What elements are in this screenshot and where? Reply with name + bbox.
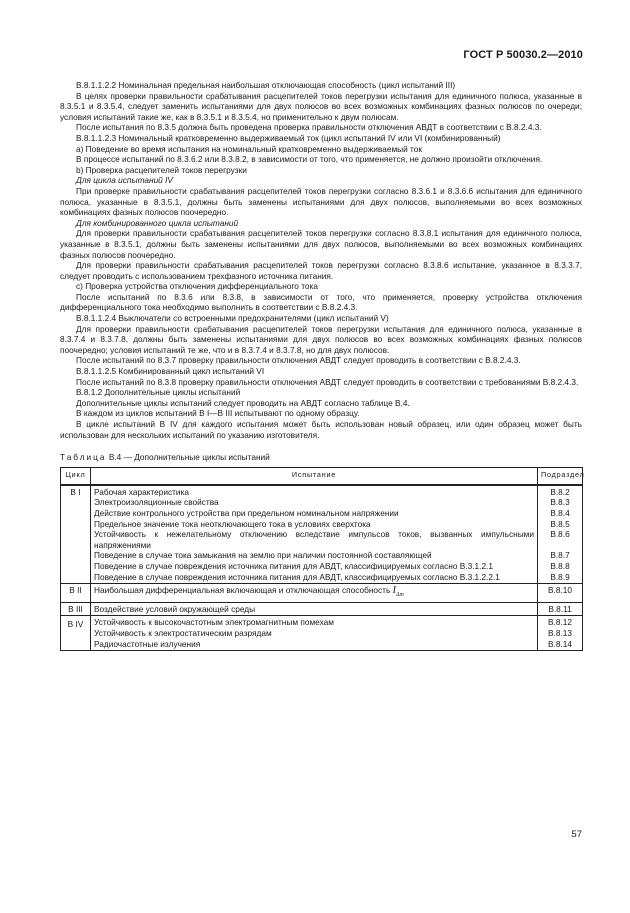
test-item-text: Электроизоляционные свойства xyxy=(94,497,219,508)
subclause-ref: В.8.7 xyxy=(550,550,570,561)
body-paragraph: В каждом из циклов испытаний В I—В III испытывают по одному образцу. xyxy=(76,408,360,419)
subclause-ref: В.8.5 xyxy=(550,518,570,529)
body-paragraph: В.8.1.1.2.2 Номинальная предельная наибольшая отключающая способность (цикл испытаний III) xyxy=(76,80,456,90)
test-item xyxy=(94,639,534,650)
body-paragraph: Для цикла испытаний IV xyxy=(76,175,173,186)
test-item xyxy=(94,497,534,508)
test-item-text: Поведение в случае тока замыкания на землю при наличии постоянной составляющей xyxy=(94,550,432,561)
body-paragraph: Для комбинированного цикла испытаний xyxy=(76,217,239,228)
body-paragraph: В целях проверки правильности срабатывания расцепителей токов перегрузки испытания для единичного полюса, указанные в 8.3.5.1 и 8.3.5.4, следует заменить испытаниями для двух полюсов во всех возможных комбинациях фазных полюсов по очереди; условия испытаний такие же, как в 8.3.5.1 и 8.3.5.4, но применительно к двум полюсам. xyxy=(60,90,582,122)
test-item xyxy=(94,561,534,572)
subclause-cell xyxy=(538,485,583,584)
subclause-ref: В.8.3 xyxy=(550,497,570,508)
test-item-text: Поведение в случае повреждения источника питания для АВДТ, классифицируемых согласно В.3.1.2.2.1 xyxy=(94,571,500,582)
body-paragraph: После испытания по 8.3.5 должна быть проведена проверка правильности отключения АВДТ в соответствии с В.8.2.4.3. xyxy=(76,122,542,133)
table-row xyxy=(61,602,583,616)
subclause-ref: В.8.4 xyxy=(550,507,570,518)
table-row xyxy=(61,584,583,603)
current-symbol-letter: I xyxy=(392,585,396,597)
test-item-text: Поведение в случае повреждения источника питания для АВДТ, классифицируемых согласно В.3.1.2.1 xyxy=(94,560,493,571)
cycle-cell: В II xyxy=(61,584,91,603)
test-item xyxy=(94,585,534,601)
body-paragraph: а) Поведение во время испытания на номинальный кратковременно выдерживаемый ток xyxy=(76,143,423,154)
test-cell xyxy=(91,584,538,603)
test-item-text: Устойчивость к электростатическим разрядам xyxy=(94,627,272,638)
test-item xyxy=(94,487,534,498)
test-item-text: Воздействие условий окружающей среды xyxy=(94,603,256,614)
test-item-text: Наибольшая дифференциальная включающая и отключающая способность xyxy=(94,585,391,596)
test-item xyxy=(94,519,534,530)
subclause-ref: В.8.8 xyxy=(550,560,570,571)
test-item xyxy=(94,572,534,583)
subclause-cell xyxy=(538,602,583,616)
test-item-text: Устойчивость к высокочастотным электромагнитным помехам xyxy=(94,617,334,628)
current-symbol-subscript: Δm xyxy=(395,592,404,599)
body-paragraph: После испытаний по 8.3.8 проверку правильности отключения АВДТ следует проводить в соответствии с требованиями В.8.2.4.3. xyxy=(76,376,579,387)
header-test: Испытание xyxy=(91,467,538,485)
table-caption xyxy=(60,452,582,463)
body-paragraph: с) Проверка устройства отключения дифференциального тока xyxy=(76,281,318,292)
body-paragraph: Дополнительные циклы испытаний следует проводить на АВДТ согласно таблице В.4. xyxy=(76,397,410,408)
table-caption-prefix: Таблица xyxy=(60,452,107,463)
page-number: 57 xyxy=(571,829,582,840)
body-paragraph: Для проверки правильности срабатывания расцепителей токов перегрузки испытания для единичного полюса, указанные в 8.3.7.4 и 8.3.7.8, должны быть заменены испытаниями для двух полюсов во всех возможных комбинациях фазных полюсов поочередно; условия испытаний те же, что и в 8.3.7.4 и 8.3.7.8, но для двух полюсов. xyxy=(60,323,582,355)
body-paragraph: В процессе испытаний по 8.3.6.2 или 8.3.8.2, в зависимости от того, что применяется, не должно произойти отключения. xyxy=(76,154,543,165)
body-paragraph: b) Проверка расцепителей токов перегрузки xyxy=(76,164,247,175)
test-item-text: Предельное значение тока неотключающего тока в условиях сверхтока xyxy=(94,518,371,529)
cycle-cell: В IV xyxy=(61,616,91,651)
table-row xyxy=(61,485,583,584)
table-header-row xyxy=(61,467,583,485)
subclause-ref: В.8.11 xyxy=(548,603,572,614)
subclause-ref: В.8.12 xyxy=(548,617,572,628)
test-cell xyxy=(91,485,538,584)
subclause-cell xyxy=(538,584,583,603)
test-item xyxy=(94,617,534,628)
subclause-ref: В.8.14 xyxy=(548,638,572,649)
table-caption-text: В.4 — Дополнительные циклы испытаний xyxy=(108,452,270,463)
test-item-text: Действие контрольного устройства при предельном номинальном напряжении xyxy=(94,507,399,518)
body-paragraph: После испытаний по 8.3.7 проверку правильности отключения АВДТ следует проводить в соответствии с В.8.2.4.3. xyxy=(76,355,521,366)
header-cycle: Цикл xyxy=(61,467,91,485)
test-item xyxy=(94,628,534,639)
test-item-text: Рабочая характеристика xyxy=(94,486,189,497)
body-paragraph: В.8.1.1.2.3 Номинальный кратковременно выдерживаемый ток (цикл испытаний IV или VI (комбинированный) xyxy=(76,132,501,143)
cycle-cell: В III xyxy=(61,602,91,616)
table-body xyxy=(61,485,583,651)
test-item-text: Радиочастотные излучения xyxy=(94,638,201,649)
test-item xyxy=(94,550,534,561)
current-symbol xyxy=(392,585,404,599)
subclause-ref: В.8.13 xyxy=(548,627,572,638)
body-paragraph: При проверке правильности срабатывания расцепителей токов перегрузки согласно 8.3.6.1 и 8.3.6.6 испытания для единичного полюса, указанные в 8.3.5.1, должны быть заменены испытаниями для двух полюсов, выполняемыми во всех возможных комбинациях фазных полюсов поочередно. xyxy=(60,185,582,218)
body-paragraph: В.8.1.1.2.4 Выключатели со встроенными предохранителями (цикл испытаний V) xyxy=(76,313,389,324)
subclause-cell xyxy=(538,616,583,651)
cycle-cell: В I xyxy=(61,485,91,584)
additional-test-cycles-table xyxy=(60,467,583,651)
document-body xyxy=(60,80,585,651)
body-paragraph: В.8.1.1.2.5 Комбинированный цикл испытаний VI xyxy=(76,366,265,377)
body-paragraph: В цикле испытаний В IV для каждого испытания может быть использован новый образец, или один образец может быть использован для нескольких испытаний по указанию изготовителя. xyxy=(60,419,582,440)
body-paragraph: После испытаний по 8.3.6 или 8.3.8, в зависимости от того, что применяется, проверку устройства отключения дифференциального тока необходимо выполнить в соответствии с В.8.2.4.3. xyxy=(60,291,582,313)
test-cell xyxy=(91,616,538,651)
table-row xyxy=(61,616,583,651)
body-paragraph: Для проверки правильности срабатывания расцепителей токов перегрузки согласно 8.3.8.1 испытания для единичного полюса, указанные в 8.3.5.1, должны быть заменены испытаниями для двух полюсов, выполняемыми во всех возможных комбинациях фазных полюсов поочередно. xyxy=(60,228,582,260)
test-cell xyxy=(91,602,538,616)
test-item xyxy=(94,529,534,550)
subclause-ref: В.8.10 xyxy=(548,585,572,596)
body-paragraph: В.8.1.2 Дополнительные циклы испытаний xyxy=(76,387,241,398)
subclause-ref: В.8.9 xyxy=(550,571,570,582)
document-code-header: ГОСТ Р 50030.2—2010 xyxy=(463,49,583,61)
paragraph-list xyxy=(60,80,582,440)
header-subclause: Подраздел xyxy=(538,467,583,485)
body-paragraph: Для проверки правильности срабатывания расцепителей токов перегрузки согласно 8.3.8.6 испытание, указанное в 8.3.3.7, следует проводить с использованием трехфазного источника питания. xyxy=(60,260,582,281)
subclause-ref: В.8.6 xyxy=(550,529,570,540)
test-item xyxy=(94,508,534,519)
subclause-ref: В.8.2 xyxy=(550,486,570,497)
test-item xyxy=(94,604,534,615)
test-item-text: Устойчивость к нежелательному отключению вследствие импульсов токов, вызванных импульсными напряжениями xyxy=(94,529,534,550)
